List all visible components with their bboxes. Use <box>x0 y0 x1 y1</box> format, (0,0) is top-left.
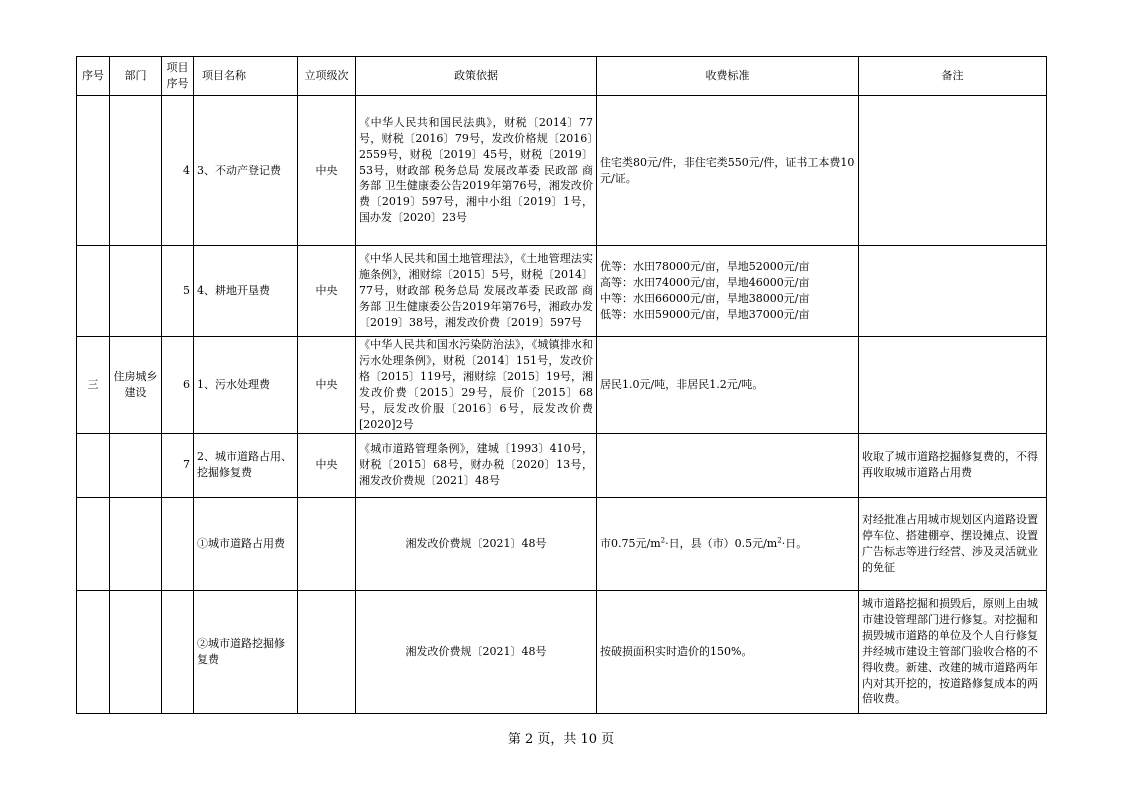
standard-line: 中等：水田66000元/亩，旱地38000元/亩 <box>600 292 810 305</box>
table-row <box>77 96 1047 246</box>
cell-policy: 湘发改价费规〔2021〕48号 <box>356 497 597 590</box>
cell-item-no: 6 <box>162 337 194 434</box>
cell-dept <box>110 497 162 590</box>
header-row <box>77 57 1047 96</box>
standard-line: 优等：水田78000元/亩，旱地52000元/亩 <box>600 260 810 274</box>
cell-dept: 住房城乡建设 <box>110 337 162 434</box>
col-header-level: 立项级次 <box>298 57 356 96</box>
cell-standard: 按破损面积实时造价的150%。 <box>597 590 859 713</box>
cell-seq <box>77 96 110 246</box>
cell-policy: 《中华人民共和国土地管理法》，《土地管理法实施条例》，湘财综〔2015〕5号，财税〔2014〕77号，财政部 税务总局 发展改革委 民政部 商务部 卫生健康委公告2019年第76号，湘政办发〔2019〕38号，湘发改价费〔2019〕597号 <box>356 246 597 337</box>
cell-dept <box>110 96 162 246</box>
standard-text: ·日。 <box>781 536 808 550</box>
col-header-item-no: 项目序号 <box>162 57 194 96</box>
cell-remark <box>859 96 1047 246</box>
col-header-policy: 政策依据 <box>356 57 597 96</box>
table-row <box>77 497 1047 590</box>
cell-standard: 住宅类80元/件，非住宅类550元/件，证书工本费10元/证。 <box>597 96 859 246</box>
table-row <box>77 433 1047 497</box>
cell-item-no: 5 <box>162 246 194 337</box>
cell-level <box>298 497 356 590</box>
cell-seq <box>77 497 110 590</box>
cell-seq <box>77 246 110 337</box>
fee-table <box>76 56 1047 714</box>
cell-policy: 湘发改价费规〔2021〕48号 <box>356 590 597 713</box>
cell-seq <box>77 590 110 713</box>
col-header-item-name: 项目名称 <box>194 57 298 96</box>
cell-level <box>298 590 356 713</box>
cell-item-name: 4、耕地开垦费 <box>194 246 298 337</box>
cell-item-no <box>162 497 194 590</box>
cell-standard <box>597 246 859 337</box>
cell-remark <box>859 246 1047 337</box>
cell-standard: 居民1.0元/吨，非居民1.2元/吨。 <box>597 337 859 434</box>
cell-seq: 三 <box>77 337 110 434</box>
standard-line: 高等：水田74000元/亩，旱地46000元/亩 <box>600 276 810 290</box>
standard-line: 低等：水田59000元/亩，旱地37000元/亩 <box>600 307 810 321</box>
col-header-dept: 部门 <box>110 57 162 96</box>
superscript: 2 <box>777 536 782 544</box>
superscript: 2 <box>660 536 666 544</box>
cell-seq <box>77 433 110 497</box>
cell-remark: 城市道路挖掘和损毁后，原则上由城市建设管理部门进行修复。对挖掘和损毁城市道路的单位及个人自行修复并经城市建设主管部门验收合格的不得收费。新建、改建的城市道路两年内对其开挖的，按道路修复成本的两倍收费。 <box>859 590 1047 713</box>
cell-item-name: ①城市道路占用费 <box>194 497 298 590</box>
cell-dept <box>110 246 162 337</box>
cell-item-no <box>162 590 194 713</box>
cell-level: 中央 <box>298 433 356 497</box>
cell-level: 中央 <box>298 246 356 337</box>
cell-level: 中央 <box>298 337 356 434</box>
cell-item-name: 3、不动产登记费 <box>194 96 298 246</box>
cell-policy: 《城市道路管理条例》，建城〔1993〕410号，财税〔2015〕68号，财办税〔2020〕13号，湘发改价费规〔2021〕48号 <box>356 433 597 497</box>
cell-standard <box>597 497 859 590</box>
cell-item-name: 2、城市道路占用、挖掘修复费 <box>194 433 298 497</box>
table-row <box>77 337 1047 434</box>
cell-item-no: 7 <box>162 433 194 497</box>
cell-remark <box>859 337 1047 434</box>
cell-standard <box>597 433 859 497</box>
cell-dept <box>110 590 162 713</box>
standard-text: ·日，县（市）0.5元/m <box>665 536 778 550</box>
page-number: 第 2 页，共 10 页 <box>507 732 615 747</box>
cell-item-no: 4 <box>162 96 194 246</box>
table-row <box>77 590 1047 713</box>
col-header-seq: 序号 <box>77 57 110 96</box>
cell-item-name: ②城市道路挖掘修复费 <box>194 590 298 713</box>
cell-remark: 对经批准占用城市规划区内道路设置停车位、搭建棚亭、摆设摊点、设置广告标志等进行经营、涉及灵活就业的免征 <box>859 497 1047 590</box>
cell-policy: 《中华人民共和国水污染防治法》，《城镇排水和污水处理条例》，财税〔2014〕151号，发改价格〔2015〕119号，湘财综〔2015〕19号，湘发改价费〔2015〕29号，辰价〔2015〕68号，辰发改价服〔2016〕6号，辰发改价费[2020]2号 <box>356 337 597 434</box>
cell-remark: 收取了城市道路挖掘修复费的，不得再收取城市道路占用费 <box>859 433 1047 497</box>
cell-policy: 《中华人民共和国民法典》，财税〔2014〕77号，财税〔2016〕79号，发改价格规〔2016〕2559号，财税〔2019〕45号，财税〔2019〕53号，财政部 税务总局 发展改革委 民政部 商务部 卫生健康委公告2019年第76号，湘发改价费〔2019〕597号，湘中小组〔2019〕1号，国办发〔2020〕23号 <box>356 96 597 246</box>
table-row <box>77 246 1047 337</box>
standard-text: 市0.75元/m <box>600 536 661 550</box>
cell-dept <box>110 433 162 497</box>
cell-level: 中央 <box>298 96 356 246</box>
cell-item-name: 1、污水处理费 <box>194 337 298 434</box>
col-header-remark: 备注 <box>859 57 1047 96</box>
col-header-standard: 收费标准 <box>597 57 859 96</box>
